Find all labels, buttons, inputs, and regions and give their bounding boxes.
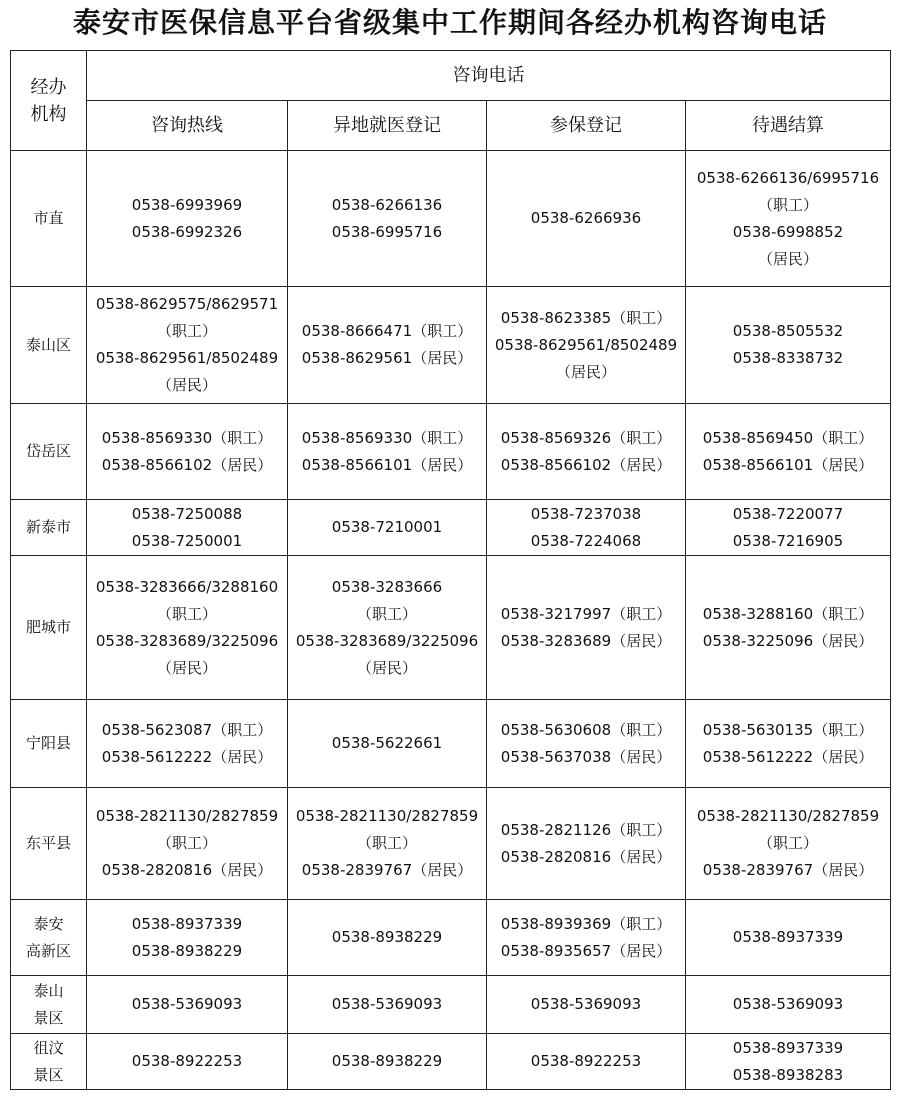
phone-line: 0538-8666471（职工） — [301, 322, 473, 340]
phone-line: 0538-6992326 — [131, 222, 243, 241]
phone-cell — [288, 788, 487, 900]
phone-line: （居民） — [156, 376, 217, 394]
phone-line: 0538-5622661 — [331, 734, 443, 752]
phone-cell — [87, 976, 288, 1034]
phone-cell — [288, 1034, 487, 1090]
phone-line: 0538-7210001 — [331, 518, 443, 536]
phone-line: （职工） — [156, 604, 217, 623]
phone-cell — [487, 404, 686, 500]
column-header-hotline: 咨询热线 — [87, 101, 288, 151]
phone-line: 0538-3283666/3288160 — [95, 577, 279, 596]
column-header-settlement: 待遇结算 — [686, 101, 891, 151]
org-name-line: 泰山区 — [25, 335, 71, 354]
phone-cell — [288, 900, 487, 976]
phone-line: 0538-8938229 — [331, 1052, 443, 1070]
phone-line: 0538-8935657（居民） — [500, 941, 672, 960]
org-name-line: 景区 — [33, 1065, 64, 1084]
phone-cell — [686, 556, 891, 700]
org-cell — [11, 1034, 87, 1090]
phone-cell — [686, 976, 891, 1034]
org-name-line: 新泰市 — [25, 518, 71, 536]
table-row — [11, 404, 891, 500]
phone-line: 0538-7237038 — [530, 504, 642, 523]
phone-line: 0538-2820816（居民） — [101, 861, 273, 879]
org-cell — [11, 700, 87, 788]
contact-table — [10, 50, 891, 1090]
phone-line: 0538-7250088 — [131, 504, 243, 523]
phone-cell — [487, 788, 686, 900]
phone-line: 0538-5369093 — [732, 995, 844, 1013]
phone-line: 0538-8569450（职工） — [702, 428, 874, 447]
table-body — [11, 151, 891, 1090]
phone-line: 0538-2821130/2827859 — [696, 807, 880, 825]
phone-line: 0538-5623087（职工） — [101, 720, 273, 739]
org-cell — [11, 976, 87, 1034]
phone-line: 0538-8938283 — [732, 1065, 844, 1084]
phone-cell — [686, 287, 891, 404]
org-cell — [11, 556, 87, 700]
phone-line: 0538-7216905 — [732, 531, 844, 550]
phone-line: 0538-3283666 — [331, 577, 443, 596]
phone-cell — [288, 287, 487, 404]
phone-line: 0538-6266136 — [331, 195, 443, 214]
org-cell — [11, 900, 87, 976]
phone-cell — [87, 556, 288, 700]
phone-cell — [288, 151, 487, 287]
phone-line: 0538-5369093 — [131, 995, 243, 1013]
phone-line: 0538-5637038（居民） — [500, 747, 672, 766]
phone-line: 0538-8566101（居民） — [702, 455, 874, 474]
phone-line: 0538-2839767（居民） — [702, 861, 874, 879]
phone-line: 0538-8939369（职工） — [500, 914, 672, 933]
table-row — [11, 1034, 891, 1090]
phone-cell — [288, 404, 487, 500]
org-cell — [11, 788, 87, 900]
phone-cell — [686, 700, 891, 788]
table-row — [11, 976, 891, 1034]
page-title: 泰安市医保信息平台省级集中工作期间各经办机构咨询电话 — [72, 6, 827, 39]
phone-line: 0538-2820816（居民） — [500, 847, 672, 866]
phone-cell — [487, 151, 686, 287]
phone-cell — [686, 788, 891, 900]
phone-cell — [686, 151, 891, 287]
table-row — [11, 287, 891, 404]
phone-line: 0538-2839767（居民） — [301, 861, 473, 879]
org-name-line: 岱岳区 — [25, 442, 71, 460]
phone-cell — [487, 556, 686, 700]
table-row — [11, 788, 891, 900]
phone-line: 0538-2821130/2827859 — [295, 807, 479, 825]
table-row — [11, 151, 891, 287]
phone-line: 0538-8569330（职工） — [101, 428, 273, 447]
phone-line: 0538-5612222（居民） — [101, 747, 273, 766]
phone-cell — [288, 976, 487, 1034]
phone-line: 0538-8938229 — [131, 941, 243, 960]
org-name-line: 景区 — [33, 1008, 64, 1027]
phone-line: 0538-6266136/6995716 — [696, 168, 880, 187]
phone-cell — [288, 700, 487, 788]
column-header-enrollment: 参保登记 — [487, 101, 686, 151]
phone-line: 0538-8338732 — [732, 349, 844, 367]
phone-line: 0538-7220077 — [732, 504, 844, 523]
phone-cell — [87, 788, 288, 900]
phone-line: 0538-5369093 — [530, 995, 642, 1013]
phone-cell — [87, 1034, 288, 1090]
phone-line: 0538-5369093 — [331, 995, 443, 1013]
phone-cell — [87, 700, 288, 788]
phone-cell — [487, 287, 686, 404]
phone-cell — [288, 500, 487, 556]
phone-cell — [686, 500, 891, 556]
org-header-line1: 经办 — [30, 76, 67, 98]
table-row — [11, 700, 891, 788]
org-name-line: 东平县 — [25, 834, 71, 852]
phone-cell — [487, 1034, 686, 1090]
phone-line: 0538-8569326（职工） — [500, 428, 672, 447]
phone-cell — [686, 404, 891, 500]
phone-cell — [686, 1034, 891, 1090]
phone-line: 0538-7224068 — [530, 531, 642, 550]
table-row — [11, 900, 891, 976]
phone-line: 0538-6998852 — [732, 222, 844, 241]
phone-line: 0538-5612222（居民） — [702, 747, 874, 766]
phone-line: 0538-8629575/8629571 — [95, 295, 279, 313]
org-name-line: 高新区 — [25, 941, 71, 960]
phone-cell — [87, 287, 288, 404]
org-cell — [11, 500, 87, 556]
phone-cell — [87, 900, 288, 976]
table-row — [11, 500, 891, 556]
phone-line: 0538-2821126（职工） — [500, 820, 672, 839]
phone-line: 0538-3225096（居民） — [702, 631, 874, 650]
table-header — [11, 51, 891, 151]
phone-cell — [487, 900, 686, 976]
phone-line: 0538-8938229 — [331, 928, 443, 946]
phone-line: （职工） — [356, 834, 417, 852]
phone-cell — [487, 500, 686, 556]
phone-line: 0538-5630135（职工） — [702, 720, 874, 739]
phone-cell — [87, 500, 288, 556]
phone-line: 0538-3283689（居民） — [500, 631, 672, 650]
phone-line: 0538-8937339 — [732, 1038, 844, 1057]
org-name-line: 泰安 — [33, 914, 64, 933]
phone-line: （职工） — [757, 195, 818, 214]
phone-line: 0538-8629561/8502489 — [494, 335, 678, 354]
phone-line: 0538-8937339 — [131, 914, 243, 933]
phone-line: 0538-8505532 — [732, 322, 844, 340]
phone-line: （居民） — [156, 658, 217, 677]
org-cell — [11, 404, 87, 500]
phone-line: （职工） — [156, 322, 217, 340]
phone-line: （职工） — [757, 834, 818, 852]
org-name-line: 肥城市 — [25, 618, 71, 636]
org-name-line: 宁阳县 — [25, 734, 71, 752]
phone-line: 0538-3283689/3225096 — [295, 631, 479, 650]
org-name-line: 市直 — [33, 209, 64, 227]
phone-line: 0538-8937339 — [732, 928, 844, 946]
phone-line: （居民） — [555, 362, 616, 381]
org-cell — [11, 287, 87, 404]
phone-line: 0538-8629561（居民） — [301, 349, 473, 367]
phone-line: （居民） — [757, 249, 818, 268]
phone-line: 0538-8922253 — [131, 1052, 243, 1070]
phone-line: 0538-8566102（居民） — [500, 455, 672, 474]
table-row — [11, 556, 891, 700]
phone-cell — [487, 700, 686, 788]
phone-line: 0538-5630608（职工） — [500, 720, 672, 739]
phone-cell — [487, 976, 686, 1034]
org-header — [11, 51, 87, 151]
phone-cell — [87, 151, 288, 287]
phone-cell — [87, 404, 288, 500]
phone-line: （职工） — [156, 834, 217, 852]
phone-line: 0538-8566101（居民） — [301, 455, 473, 474]
phone-line: 0538-6266936 — [530, 209, 642, 227]
org-header-line2: 机构 — [30, 103, 67, 125]
phone-line: 0538-3217997（职工） — [500, 604, 672, 623]
phone-line: 0538-8629561/8502489 — [95, 349, 279, 367]
phone-line: 0538-8569330（职工） — [301, 428, 473, 447]
phone-line: 0538-6993969 — [131, 195, 243, 214]
phone-line: 0538-3288160（职工） — [702, 604, 874, 623]
phone-line: 0538-3283689/3225096 — [95, 631, 279, 650]
phone-line: 0538-8922253 — [530, 1052, 642, 1070]
phone-line: 0538-7250001 — [131, 531, 243, 550]
phone-line: 0538-6995716 — [331, 222, 443, 241]
phone-line: （居民） — [356, 658, 417, 677]
org-name-line: 泰山 — [33, 981, 64, 1000]
phone-cell — [288, 556, 487, 700]
phone-cell — [686, 900, 891, 976]
phone-line: （职工） — [356, 604, 417, 623]
phone-line: 0538-8566102（居民） — [101, 455, 273, 474]
phone-line: 0538-8623385（职工） — [500, 308, 672, 327]
phone-line: 0538-2821130/2827859 — [95, 807, 279, 825]
org-name-line: 徂汶 — [33, 1038, 64, 1057]
group-header: 咨询电话 — [87, 51, 891, 101]
column-header-remote-registration: 异地就医登记 — [288, 101, 487, 151]
org-cell — [11, 151, 87, 287]
